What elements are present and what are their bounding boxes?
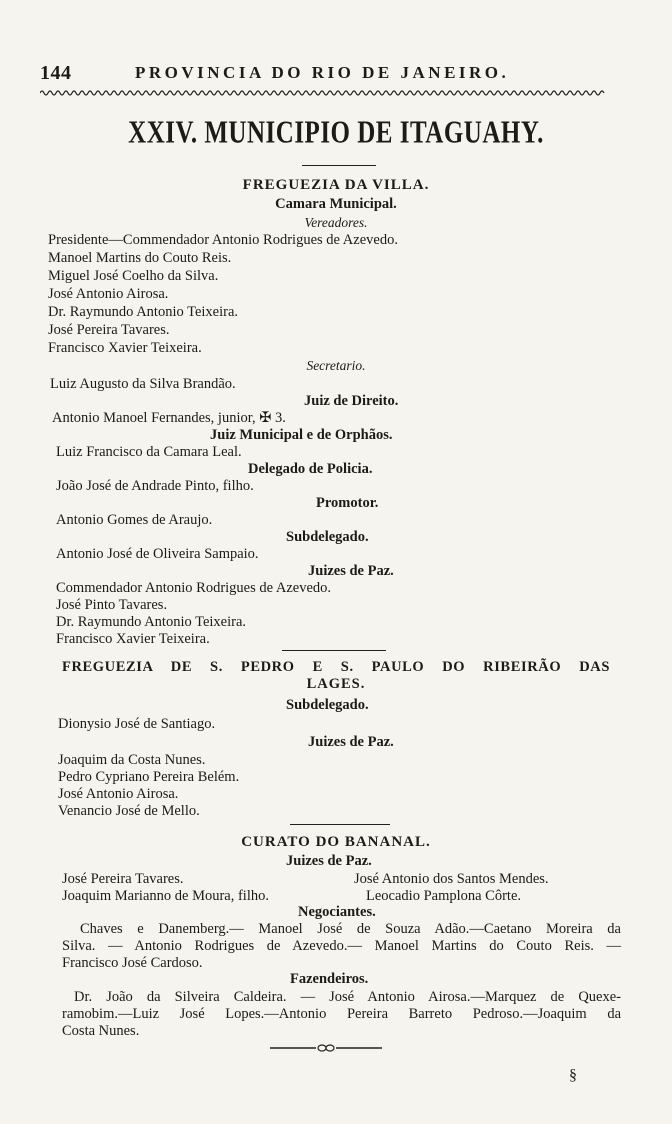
list-item: Luiz Francisco da Camara Leal.: [56, 444, 242, 460]
wavy-rule-ornament: [40, 89, 605, 97]
list-item: Francisco Xavier Teixeira.: [56, 631, 210, 647]
label-negociantes: Negociantes.: [298, 904, 376, 920]
list-item: Venancio José de Mello.: [58, 803, 200, 819]
list-item: José Antonio Airosa.: [58, 786, 179, 802]
list-item: Joaquim da Costa Nunes.: [58, 752, 206, 768]
label-subdelegado: Subdelegado.: [286, 697, 369, 713]
list-item: Antonio José de Oliveira Sampaio.: [56, 546, 259, 562]
list-item: Pedro Cypriano Pereira Belém.: [58, 769, 240, 785]
list-item: Antonio Manoel Fernandes, junior, ✠ 3.: [52, 410, 286, 426]
label-subdelegado: Subdelegado.: [286, 529, 369, 545]
label-delegado: Delegado de Policia.: [248, 461, 373, 477]
section-heading: FREGUEZIA DE S. PEDRO E S. PAULO DO RIBEIRÃO DAS: [62, 659, 610, 675]
divider: [282, 650, 386, 651]
list-item: Manoel Martins do Couto Reis.: [48, 250, 232, 266]
list-item: José Pinto Tavares.: [56, 597, 168, 613]
list-item: Dionysio José de Santiago.: [58, 716, 216, 732]
paragraph-line: ramobim.—Luiz José Lopes.—Antonio Pereira Barreto Pedroso.—Joaquim da: [62, 1006, 621, 1022]
subheading-camara: Camara Municipal.: [275, 196, 397, 212]
section-heading-cont: LAGES.: [306, 676, 366, 692]
list-item: Dr. Raymundo Antonio Teixeira.: [48, 304, 239, 320]
list-item: Antonio Gomes de Araujo.: [56, 512, 213, 528]
label-promotor: Promotor.: [316, 495, 379, 511]
municipio-title: XXIV. MUNICIPIO DE ITAGUAHY.: [128, 116, 544, 150]
list-item: Commendador Antonio Rodrigues de Azevedo.: [56, 580, 332, 596]
list-item: Dr. Raymundo Antonio Teixeira.: [56, 614, 247, 630]
divider: [290, 824, 390, 825]
table-cell: Joaquim Marianno de Moura, filho.: [62, 888, 269, 904]
divider: [302, 165, 376, 166]
paragraph-line: Francisco José Cardoso.: [62, 955, 203, 971]
list-item: Luiz Augusto da Silva Brandão.: [50, 376, 236, 392]
label-secretario: Secretario.: [306, 358, 366, 373]
end-ornament: [270, 1043, 382, 1053]
label-vereadores: Vereadores.: [304, 215, 368, 230]
label-juiz-municipal: Juiz Municipal e de Orphãos.: [210, 427, 393, 443]
paragraph-line: Dr. João da Silveira Caldeira. — José Antonio Airosa.—Marquez de Quexe-: [74, 989, 621, 1005]
label-juizes-paz: Juizes de Paz.: [286, 853, 372, 869]
page-number: 144: [40, 62, 72, 84]
paragraph-line: Costa Nunes.: [62, 1023, 140, 1039]
list-item: João José de Andrade Pinto, filho.: [56, 478, 254, 494]
label-fazendeiros: Fazendeiros.: [290, 971, 369, 987]
signature-mark: §: [569, 1067, 577, 1084]
table-cell: José Pereira Tavares.: [62, 871, 184, 887]
list-item: Miguel José Coelho da Silva.: [48, 268, 219, 284]
running-header: [40, 62, 640, 86]
list-item: Presidente—Commendador Antonio Rodrigues de Azevedo.: [48, 232, 398, 248]
label-juizes-paz: Juizes de Paz.: [308, 734, 394, 750]
list-item: José Pereira Tavares.: [48, 322, 170, 338]
list-item: Francisco Xavier Teixeira.: [48, 340, 202, 356]
label-juiz-direito: Juiz de Direito.: [304, 393, 399, 409]
label-juizes-paz: Juizes de Paz.: [308, 563, 394, 579]
section-heading: CURATO DO BANANAL.: [241, 834, 431, 850]
list-item: José Antonio Airosa.: [48, 286, 169, 302]
paragraph-line: Chaves e Danemberg.— Manoel José de Souza Adão.—Caetano Moreira da: [80, 921, 621, 937]
running-title: PROVINCIA DO RIO DE JANEIRO.: [135, 63, 510, 82]
section-heading: FREGUEZIA DA VILLA.: [242, 177, 430, 193]
table-cell: José Antonio dos Santos Mendes.: [354, 871, 549, 887]
table-cell: Leocadio Pamplona Côrte.: [366, 888, 522, 904]
paragraph-line: Silva. — Antonio Rodrigues de Azevedo.— Manoel Martins do Couto Reis. —: [62, 938, 621, 954]
